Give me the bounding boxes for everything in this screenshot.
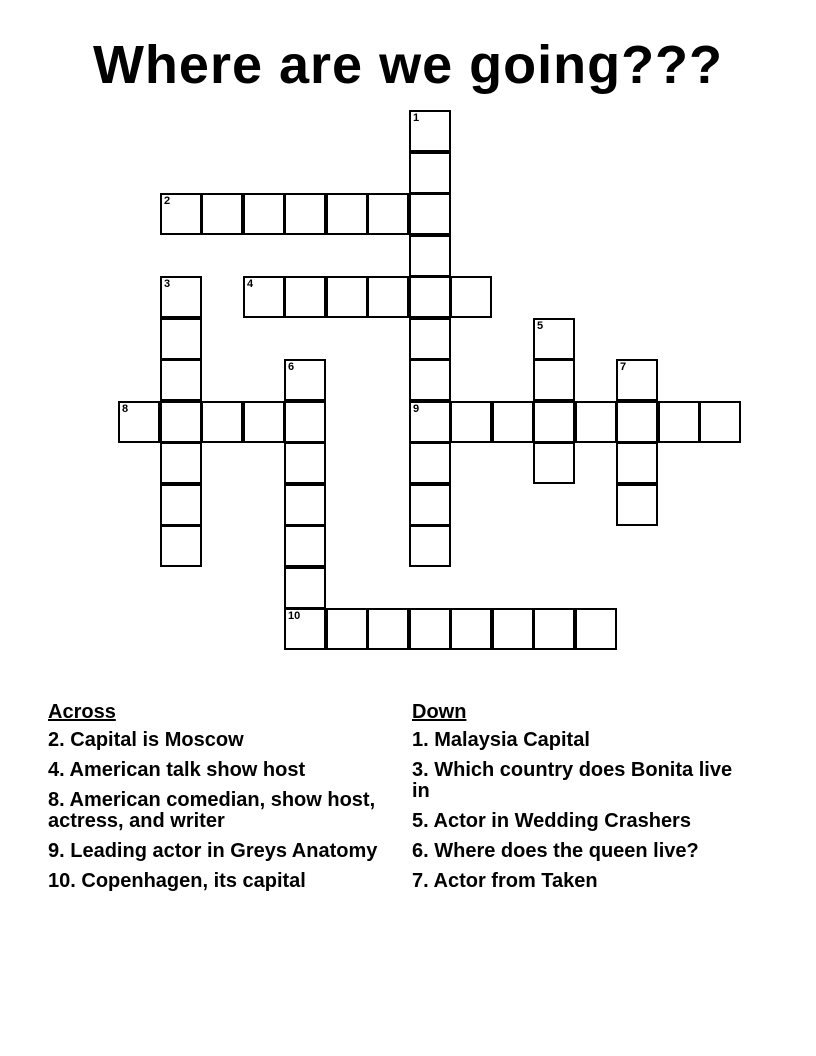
grid-cell[interactable] <box>284 484 326 526</box>
down-heading: Down <box>412 701 467 723</box>
clue-number-label: 4 <box>247 278 254 290</box>
grid-cell[interactable] <box>326 276 368 318</box>
grid-cell[interactable] <box>575 401 617 443</box>
clue-number-label: 6 <box>288 361 295 373</box>
grid-cell[interactable] <box>160 359 202 401</box>
grid-cell[interactable] <box>160 276 202 318</box>
clue-down-7 <box>412 871 752 892</box>
grid-cell[interactable] <box>409 235 451 277</box>
clue-text: Malaysia Capital <box>434 729 590 751</box>
clue-number-label: 9 <box>413 403 420 415</box>
clue-number-label: 10 <box>288 610 301 622</box>
clue-number-label: 2 <box>164 195 171 207</box>
across-heading: Across <box>48 701 116 723</box>
grid-cell[interactable] <box>284 401 326 443</box>
grid-cell[interactable] <box>492 608 534 650</box>
clue-number: 3. <box>412 759 429 781</box>
grid-cell[interactable] <box>160 484 202 526</box>
clue-down-3 <box>412 760 752 802</box>
down-clues <box>412 700 752 901</box>
grid-cell[interactable] <box>367 193 409 235</box>
grid-cell[interactable] <box>409 401 451 443</box>
grid-cell[interactable] <box>616 359 658 401</box>
grid-cell[interactable] <box>616 484 658 526</box>
grid-cell[interactable] <box>160 401 202 443</box>
grid-cell[interactable] <box>533 608 575 650</box>
grid-cell[interactable] <box>616 442 658 484</box>
grid-cell[interactable] <box>284 525 326 567</box>
grid-cell[interactable] <box>409 110 451 152</box>
grid-cell[interactable] <box>160 525 202 567</box>
grid-cell[interactable] <box>575 608 617 650</box>
clue-down-1 <box>412 730 752 751</box>
clue-down-6 <box>412 841 752 862</box>
clue-number: 2. <box>48 729 65 751</box>
clue-number-label: 3 <box>164 278 171 290</box>
clue-text: Which country does Bonita live in <box>412 759 733 802</box>
clue-number: 9. <box>48 840 65 862</box>
clue-text: American talk show host <box>69 759 306 781</box>
clue-down-5 <box>412 811 752 832</box>
grid-cell[interactable] <box>533 318 575 360</box>
grid-cell[interactable] <box>616 401 658 443</box>
grid-cell[interactable] <box>409 276 451 318</box>
clue-across-2 <box>48 730 388 751</box>
clue-text: Leading actor in Greys Anatomy <box>70 840 378 862</box>
clue-number: 5. <box>412 810 429 832</box>
grid-cell[interactable] <box>284 276 326 318</box>
grid-cell[interactable] <box>160 193 202 235</box>
grid-cell[interactable] <box>284 567 326 609</box>
grid-cell[interactable] <box>367 608 409 650</box>
grid-cell[interactable] <box>409 442 451 484</box>
clue-number-label: 1 <box>413 112 420 124</box>
grid-cell[interactable] <box>326 608 368 650</box>
clue-across-10 <box>48 871 388 892</box>
clue-number-label: 7 <box>620 361 627 373</box>
clue-number-label: 5 <box>537 320 544 332</box>
clue-text: Actor in Wedding Crashers <box>433 810 691 832</box>
clue-text: Where does the queen live? <box>434 840 699 862</box>
clue-across-9 <box>48 841 388 862</box>
grid-cell[interactable] <box>533 401 575 443</box>
grid-cell[interactable] <box>284 359 326 401</box>
grid-cell[interactable] <box>409 484 451 526</box>
grid-cell[interactable] <box>533 359 575 401</box>
grid-cell[interactable] <box>243 193 285 235</box>
grid-cell[interactable] <box>450 608 492 650</box>
clue-number: 8. <box>48 789 65 811</box>
clue-across-8 <box>48 790 388 832</box>
clue-text: American comedian, show host, actress, and writer <box>48 789 376 832</box>
clue-number: 10. <box>48 870 76 892</box>
clue-number-label: 8 <box>122 403 129 415</box>
grid-cell[interactable] <box>243 276 285 318</box>
clue-number: 4. <box>48 759 65 781</box>
grid-cell[interactable] <box>284 193 326 235</box>
grid-cell[interactable] <box>326 193 368 235</box>
grid-cell[interactable] <box>367 276 409 318</box>
grid-cell[interactable] <box>658 401 700 443</box>
grid-cell[interactable] <box>409 525 451 567</box>
clue-across-4 <box>48 760 388 781</box>
grid-cell[interactable] <box>409 152 451 194</box>
grid-cell[interactable] <box>201 401 243 443</box>
page-title: Where are we going??? <box>92 35 724 95</box>
clue-number: 6. <box>412 840 429 862</box>
grid-cell[interactable] <box>160 318 202 360</box>
clue-number: 7. <box>412 870 429 892</box>
clue-text: Actor from Taken <box>433 870 598 892</box>
grid-cell[interactable] <box>409 193 451 235</box>
grid-cell[interactable] <box>284 608 326 650</box>
grid-cell[interactable] <box>492 401 534 443</box>
grid-cell[interactable] <box>201 193 243 235</box>
grid-cell[interactable] <box>409 359 451 401</box>
clue-number: 1. <box>412 729 429 751</box>
grid-cell[interactable] <box>450 276 492 318</box>
grid-cell[interactable] <box>243 401 285 443</box>
grid-cell[interactable] <box>533 442 575 484</box>
grid-cell[interactable] <box>160 442 202 484</box>
clue-text: Capital is Moscow <box>70 729 244 751</box>
grid-cell[interactable] <box>409 318 451 360</box>
clue-text: Copenhagen, its capital <box>81 870 306 892</box>
grid-cell[interactable] <box>284 442 326 484</box>
grid-cell[interactable] <box>450 401 492 443</box>
grid-cell[interactable] <box>409 608 451 650</box>
across-clues <box>48 700 388 901</box>
grid-cell[interactable] <box>118 401 160 443</box>
grid-cell[interactable] <box>699 401 741 443</box>
